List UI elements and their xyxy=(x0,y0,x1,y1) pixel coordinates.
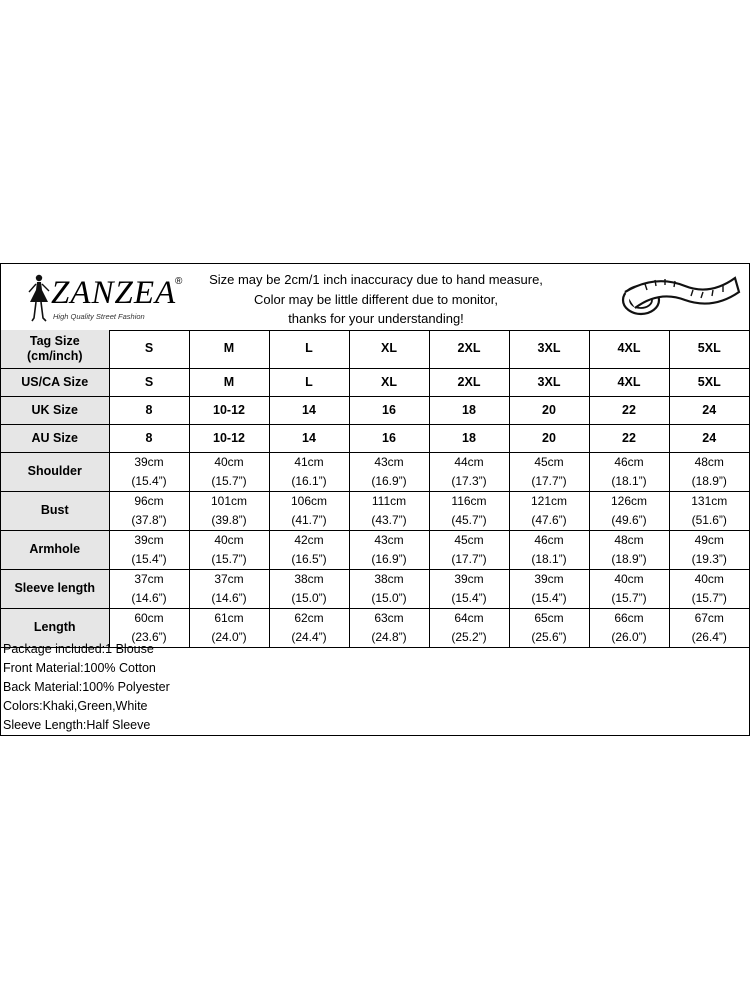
measurement-cell xyxy=(189,608,269,647)
row-label: Shoulder xyxy=(1,452,109,491)
inch-value: (15.4”) xyxy=(531,590,567,605)
inch-value: (14.6”) xyxy=(211,590,247,605)
measurement-cell xyxy=(349,569,429,608)
measurement-cell xyxy=(269,530,349,569)
cm-value: 96cm xyxy=(134,493,164,508)
cm-value: 41cm xyxy=(294,454,324,469)
cm-value: 126cm xyxy=(610,493,648,508)
size-row xyxy=(1,396,749,424)
size-cell: 16 xyxy=(349,424,429,452)
measurement-cell xyxy=(349,491,429,530)
chart-header xyxy=(1,264,749,331)
size-cell: 8 xyxy=(109,396,189,424)
inch-value: (24.4”) xyxy=(291,629,327,644)
measurement-cell xyxy=(429,530,509,569)
inch-value: (15.4”) xyxy=(131,551,167,566)
size-cell: M xyxy=(189,330,269,368)
measurement-cell xyxy=(349,530,429,569)
measurement-notice xyxy=(176,270,576,329)
size-cell: L xyxy=(269,368,349,396)
measurement-cell xyxy=(669,452,749,491)
inch-value: (41.7”) xyxy=(291,512,327,527)
measurement-cell xyxy=(349,608,429,647)
row-label: Length xyxy=(1,608,109,647)
cm-value: 60cm xyxy=(134,610,164,625)
inch-value: (16.9”) xyxy=(371,551,407,566)
cm-value: 111cm xyxy=(371,493,407,508)
inch-value: (25.6”) xyxy=(531,629,567,644)
measurement-row xyxy=(1,452,749,491)
inch-value: (24.8”) xyxy=(371,629,407,644)
size-cell: 4XL xyxy=(589,330,669,368)
measurement-row xyxy=(1,491,749,530)
inch-value: (15.7”) xyxy=(611,590,647,605)
size-cell: 5XL xyxy=(669,330,749,368)
size-cell: 18 xyxy=(429,424,509,452)
size-cell: XL xyxy=(349,330,429,368)
inch-value: (47.6”) xyxy=(531,512,567,527)
measurement-cell xyxy=(109,452,189,491)
cm-value: 49cm xyxy=(694,532,724,547)
cm-value: 46cm xyxy=(614,454,644,469)
inch-value: (15.4”) xyxy=(451,590,487,605)
cm-value: 106cm xyxy=(290,493,328,508)
measurement-cell xyxy=(189,452,269,491)
cm-value: 39cm xyxy=(534,571,564,586)
inch-value: (26.4”) xyxy=(691,629,727,644)
inch-value: (18.1”) xyxy=(611,473,647,488)
cm-value: 67cm xyxy=(694,610,724,625)
size-row xyxy=(1,368,749,396)
inch-value: (45.7”) xyxy=(451,512,487,527)
measurement-cell xyxy=(429,491,509,530)
size-cell: 2XL xyxy=(429,368,509,396)
cm-value: 38cm xyxy=(374,571,404,586)
measurement-cell xyxy=(669,530,749,569)
registered-mark: ® xyxy=(175,276,183,287)
size-cell: 24 xyxy=(669,424,749,452)
brand-logo xyxy=(25,272,185,324)
size-cell: L xyxy=(269,330,349,368)
cm-value: 64cm xyxy=(454,610,484,625)
size-cell: 22 xyxy=(589,396,669,424)
notice-line: Size may be 2cm/1 inch inaccuracy due to hand measure, xyxy=(209,272,543,287)
inch-value: (15.0”) xyxy=(291,590,327,605)
cm-value: 44cm xyxy=(454,454,484,469)
measurement-cell xyxy=(669,569,749,608)
measurement-cell xyxy=(589,530,669,569)
brand-tagline: High Quality Street Fashion xyxy=(53,312,145,321)
measurement-cell xyxy=(189,569,269,608)
cm-value: 37cm xyxy=(214,571,244,586)
inch-value: (18.9”) xyxy=(691,473,727,488)
size-cell: 3XL xyxy=(509,330,589,368)
inch-value: (43.7”) xyxy=(371,512,407,527)
size-cell: 8 xyxy=(109,424,189,452)
cm-value: 39cm xyxy=(454,571,484,586)
cm-value: 62cm xyxy=(294,610,324,625)
size-cell: 14 xyxy=(269,424,349,452)
size-cell: XL xyxy=(349,368,429,396)
measurement-cell xyxy=(669,608,749,647)
measurement-cell xyxy=(109,569,189,608)
cm-value: 38cm xyxy=(294,571,324,586)
spec-line: Sleeve Length:Half Sleeve xyxy=(3,718,151,732)
size-table xyxy=(1,330,749,648)
inch-value: (16.1”) xyxy=(291,473,327,488)
cm-value: 45cm xyxy=(454,532,484,547)
notice-line: Color may be little different due to monitor, xyxy=(254,291,498,307)
row-label: Bust xyxy=(1,491,109,530)
product-specs xyxy=(3,640,170,735)
size-cell: 16 xyxy=(349,396,429,424)
inch-value: (16.9”) xyxy=(371,473,407,488)
measurement-cell xyxy=(109,530,189,569)
measurement-cell xyxy=(269,569,349,608)
inch-value: (26.0”) xyxy=(611,629,647,644)
row-label: AU Size xyxy=(1,424,109,452)
measurement-cell xyxy=(269,608,349,647)
inch-value: (18.9”) xyxy=(611,551,647,566)
measurement-cell xyxy=(589,491,669,530)
cm-value: 40cm xyxy=(694,571,724,586)
size-cell: 18 xyxy=(429,396,509,424)
measurement-cell xyxy=(269,452,349,491)
measurement-cell xyxy=(589,569,669,608)
inch-value: (51.6”) xyxy=(691,512,727,527)
cm-value: 40cm xyxy=(214,532,244,547)
measurement-cell xyxy=(269,491,349,530)
measurement-cell xyxy=(669,491,749,530)
inch-value: (24.0”) xyxy=(211,629,247,644)
cm-value: 101cm xyxy=(210,493,248,508)
spec-line: Front Material:100% Cotton xyxy=(3,661,156,675)
inch-value: (16.5”) xyxy=(291,551,327,566)
size-cell: 5XL xyxy=(669,368,749,396)
measurement-cell xyxy=(189,491,269,530)
measurement-cell xyxy=(509,569,589,608)
row-label: US/CA Size xyxy=(1,368,109,396)
measurement-cell xyxy=(429,452,509,491)
measurement-cell xyxy=(589,452,669,491)
size-row xyxy=(1,330,749,368)
inch-value: (17.3”) xyxy=(451,473,487,488)
row-label: Armhole xyxy=(1,530,109,569)
cm-value: 63cm xyxy=(374,610,404,625)
cm-value: 37cm xyxy=(134,571,164,586)
cm-value: 45cm xyxy=(534,454,564,469)
size-cell: 14 xyxy=(269,396,349,424)
cm-value: 121cm xyxy=(530,493,568,508)
row-label: Sleeve length xyxy=(1,569,109,608)
size-row xyxy=(1,424,749,452)
woman-silhouette-icon xyxy=(25,272,53,324)
size-cell: 22 xyxy=(589,424,669,452)
measurement-row xyxy=(1,569,749,608)
measurement-cell xyxy=(509,608,589,647)
size-cell: 20 xyxy=(509,396,589,424)
cm-value: 43cm xyxy=(374,454,404,469)
size-chart xyxy=(0,263,750,736)
cm-value: 39cm xyxy=(134,532,164,547)
inch-value: (19.3”) xyxy=(691,551,727,566)
inch-value: (14.6”) xyxy=(131,590,167,605)
measurement-cell xyxy=(349,452,429,491)
spec-line: Colors:Khaki,Green,White xyxy=(3,699,148,713)
cm-value: 40cm xyxy=(614,571,644,586)
inch-value: (25.2”) xyxy=(451,629,487,644)
cm-value: 40cm xyxy=(214,454,244,469)
inch-value: (18.1”) xyxy=(531,551,567,566)
size-cell: 4XL xyxy=(589,368,669,396)
size-cell: S xyxy=(109,368,189,396)
measurement-cell xyxy=(429,569,509,608)
cm-value: 116cm xyxy=(451,493,487,508)
inch-value: (49.6”) xyxy=(611,512,647,527)
size-cell: 10-12 xyxy=(189,424,269,452)
measurement-cell xyxy=(509,530,589,569)
size-cell: M xyxy=(189,368,269,396)
size-cell: 3XL xyxy=(509,368,589,396)
size-cell: 20 xyxy=(509,424,589,452)
measurement-row xyxy=(1,530,749,569)
cm-value: 39cm xyxy=(134,454,164,469)
inch-value: (15.0”) xyxy=(371,590,407,605)
inch-value: (39.8”) xyxy=(211,512,247,527)
cm-value: 43cm xyxy=(374,532,404,547)
measurement-cell xyxy=(429,608,509,647)
row-label: Tag Size (cm/inch) xyxy=(1,330,109,368)
measurement-cell xyxy=(109,491,189,530)
notice-line: thanks for your understanding! xyxy=(288,311,464,326)
measurement-cell xyxy=(509,491,589,530)
inch-value: (15.7”) xyxy=(211,473,247,488)
inch-value: (17.7”) xyxy=(531,473,567,488)
spec-line: Back Material:100% Polyester xyxy=(3,680,170,694)
size-cell: 24 xyxy=(669,396,749,424)
measurement-cell xyxy=(509,452,589,491)
inch-value: (15.7”) xyxy=(211,551,247,566)
cm-value: 61cm xyxy=(214,610,244,625)
cm-value: 46cm xyxy=(534,532,564,547)
measurement-cell xyxy=(589,608,669,647)
inch-value: (17.7”) xyxy=(451,551,487,566)
inch-value: (23.6”) xyxy=(131,629,167,644)
cm-value: 42cm xyxy=(294,532,324,547)
row-label: UK Size xyxy=(1,396,109,424)
cm-value: 66cm xyxy=(614,610,644,625)
cm-value: 65cm xyxy=(534,610,564,625)
size-cell: 2XL xyxy=(429,330,509,368)
size-cell: 10-12 xyxy=(189,396,269,424)
inch-value: (15.7”) xyxy=(691,590,727,605)
inch-value: (15.4”) xyxy=(131,473,167,488)
inch-value: (37.8”) xyxy=(131,512,167,527)
size-cell: S xyxy=(109,330,189,368)
cm-value: 131cm xyxy=(691,493,728,508)
cm-value: 48cm xyxy=(614,532,644,547)
measuring-tape-icon xyxy=(615,268,743,328)
cm-value: 48cm xyxy=(694,454,724,469)
brand-name: ZANZEA xyxy=(51,275,177,311)
measurement-cell xyxy=(189,530,269,569)
spec-line: Package included:1 Blouse xyxy=(3,642,154,656)
